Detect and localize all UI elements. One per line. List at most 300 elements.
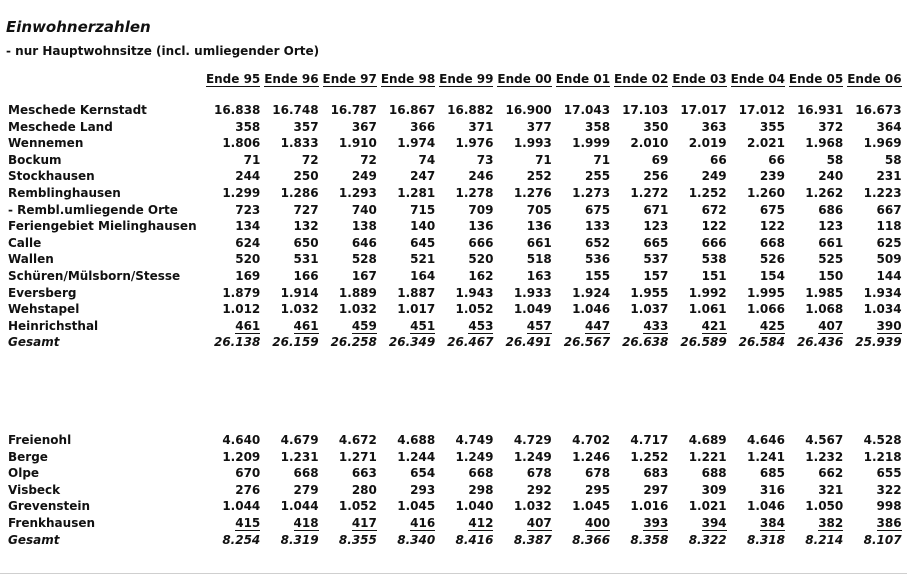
table-row [6,168,902,185]
table-cell: 2.021 [747,136,785,151]
table-cell: 4.702 [572,433,611,447]
table-cell: 1.889 [338,285,377,300]
page-subtitle: - nur Hauptwohnsitze (incl. umliegender Orte) [6,44,320,58]
table-cell: 421 [701,318,727,333]
table-cell: 1.068 [805,302,844,317]
table-cell: 666 [701,235,727,250]
total-cell: 26.491 [505,335,552,350]
table-cell: 1.934 [863,285,902,300]
table-cell: 167 [351,268,377,283]
table-cell: 1.293 [338,185,377,200]
table-row [6,465,902,482]
total-cell: 8.322 [688,532,727,547]
table-cell: 1.985 [805,285,844,300]
total-cell: 8.355 [338,532,377,547]
table-cell: 1.933 [513,285,552,300]
table-cell: 255 [585,169,611,184]
header-blank-cell [6,70,202,88]
table-cell: 309 [701,482,727,497]
table-cell: 150 [818,268,844,283]
table-cell: 1.806 [222,136,261,151]
table-cell: 231 [876,169,902,184]
table-cell: 16.867 [388,103,436,117]
table-cell: 407 [818,318,844,333]
table-cell: 521 [410,252,436,267]
total-cell: 26.258 [330,335,377,350]
table-cell: 1.032 [338,302,377,317]
table-cell: 1.046 [747,499,785,514]
table-cell: 461 [235,318,261,333]
table-row [6,135,902,152]
row-label: Eversberg [8,285,77,300]
table-cell: 685 [759,466,785,481]
header-gap-cell [6,88,902,102]
table-cell: 1.232 [805,449,844,464]
table-cell: 16.931 [796,103,844,117]
table-cell: 459 [351,318,377,333]
table-cell: 74 [418,152,436,167]
table-cell: 675 [759,202,785,217]
table-cell: 1.273 [572,185,611,200]
table-cell: 276 [235,482,261,497]
table-cell: 705 [526,202,552,217]
table-cell: 670 [235,466,261,481]
table-cell: 123 [643,219,669,234]
total-cell: 26.589 [680,335,727,350]
row-label: Grevenstein [8,499,91,514]
column-header: Ende 04 [730,71,785,86]
row-label: Remblinghausen [8,185,121,200]
table-cell: 157 [643,268,669,283]
table-cell: 715 [410,202,436,217]
table-cell: 1.209 [222,449,261,464]
row-label: Meschede Land [8,119,113,134]
table-cell: 1.044 [222,499,261,514]
table-cell: 162 [468,268,494,283]
table-cell: 1.037 [630,302,669,317]
table-cell: 350 [643,119,669,134]
row-label: Wallen [8,252,54,267]
table-cell: 1.021 [688,499,727,514]
table-cell: 1.012 [222,302,261,317]
column-header: Ende 96 [264,71,319,86]
table-cell: 1.221 [688,449,727,464]
population-table-meschede [6,70,902,351]
table-cell: 1.993 [513,136,552,151]
table-cell: 686 [818,202,844,217]
table-cell: 1.252 [630,449,669,464]
table-cell: 509 [876,252,902,267]
table-row [6,482,902,499]
table-cell: 16.900 [505,103,552,117]
column-header: Ende 01 [555,71,611,86]
table-row [6,515,902,532]
table-cell: 166 [293,268,319,283]
table-cell: 1.050 [805,499,844,514]
table-cell: 461 [293,318,319,333]
table-cell: 668 [759,235,785,250]
table-cell: 246 [468,169,494,184]
table-row [6,102,902,119]
scan-edge-line [0,573,907,574]
table-cell: 16.882 [447,103,494,117]
header-row [6,70,902,88]
table-row [6,235,902,252]
table-cell: 58 [826,152,844,167]
table-cell: 453 [468,318,494,333]
row-label: Stockhausen [8,169,95,184]
table-cell: 122 [701,219,727,234]
table-cell: 1.271 [338,449,377,464]
table-cell: 666 [468,235,494,250]
table-cell: 366 [410,119,436,134]
column-header: Ende 99 [439,71,494,86]
total-cell: 26.138 [213,335,261,350]
table-cell: 1.281 [397,185,436,200]
table-cell: 17.043 [563,103,611,117]
column-header: Ende 00 [497,71,552,86]
row-label: Wennemen [8,136,84,151]
table-cell: 652 [585,235,611,250]
table-cell: 1.260 [747,185,785,200]
table-cell: 249 [701,169,727,184]
table-cell: 1.244 [397,449,436,464]
table-cell: 1.049 [513,302,552,317]
table-cell: 73 [476,152,494,167]
table-cell: 69 [651,152,669,167]
table-row [6,449,902,466]
table-cell: 1.955 [630,285,669,300]
table-cell: 415 [235,515,261,530]
row-label: Olpe [8,466,40,481]
table-cell: 239 [759,169,785,184]
table-cell: 316 [759,482,785,497]
table-cell: 2.019 [688,136,727,151]
table-cell: 1.045 [397,499,436,514]
table-cell: 1.231 [280,449,319,464]
table-cell: 298 [468,482,494,497]
table-cell: 1.045 [572,499,611,514]
table-cell: 4.672 [338,433,377,447]
table-cell: 4.679 [280,433,319,447]
table-cell: 1.974 [397,136,436,151]
table-cell: 256 [643,169,669,184]
table-cell: 249 [351,169,377,184]
table-cell: 66 [709,152,727,167]
table-cell: 520 [468,252,494,267]
table-cell: 1.995 [747,285,785,300]
table-cell: 1.976 [455,136,494,151]
table-cell: 678 [526,466,552,481]
table-cell: 16.838 [213,103,261,117]
table-cell: 1.034 [863,302,902,317]
total-cell: 8.416 [455,532,494,547]
table-cell: 667 [876,202,902,217]
table-cell: 662 [818,466,844,481]
table-row [6,185,902,202]
total-label: Gesamt [8,532,60,547]
column-header: Ende 98 [380,71,436,86]
total-cell: 25.939 [855,335,902,350]
table-cell: 123 [818,219,844,234]
table-cell: 4.640 [222,433,261,447]
table-cell: 1.299 [222,185,261,200]
table-cell: 1.924 [572,285,611,300]
table-cell: 646 [351,235,377,250]
table-row [6,119,902,136]
table-cell: 321 [818,482,844,497]
table-cell: 394 [701,515,727,530]
table-cell: 457 [526,318,552,333]
table-cell: 4.717 [630,433,669,447]
table-cell: 16.787 [330,103,377,117]
table-cell: 1.969 [863,136,902,151]
table-cell: 1.262 [805,185,844,200]
table-cell: 358 [585,119,611,134]
table-cell: 4.528 [863,433,902,447]
column-header: Ende 03 [672,71,727,86]
table-cell: 118 [876,219,902,234]
row-label: Bockum [8,152,62,167]
table-row [6,268,902,285]
table-cell: 371 [468,119,494,134]
total-cell: 26.567 [563,335,611,350]
table-cell: 154 [759,268,785,283]
table-cell: 412 [468,515,494,530]
total-cell: 26.349 [388,335,436,350]
table-cell: 1.943 [455,285,494,300]
table-cell: 386 [876,515,902,530]
table-cell: 1.914 [280,285,319,300]
total-cell: 8.318 [747,532,785,547]
table-cell: 1.032 [280,302,319,317]
table-cell: 71 [593,152,611,167]
table-cell: 2.010 [630,136,669,151]
table-row [6,285,902,302]
table-row [6,152,902,169]
column-header: Ende 95 [205,71,261,86]
table-cell: 520 [235,252,261,267]
row-label: Freienohl [8,433,72,447]
total-cell: 26.436 [796,335,844,350]
table-cell: 4.688 [397,433,436,447]
table-cell: 1.286 [280,185,319,200]
column-header: Ende 02 [614,71,669,86]
total-row [6,334,902,351]
table-cell: 295 [585,482,611,497]
table-cell: 624 [235,235,261,250]
row-label: Meschede Kernstadt [8,103,147,117]
table-cell: 250 [293,169,319,184]
total-cell: 26.159 [272,335,319,350]
table-cell: 71 [243,152,261,167]
table-cell: 1.249 [455,449,494,464]
table-cell: 525 [818,252,844,267]
table-cell: 528 [351,252,377,267]
table-cell: 665 [643,235,669,250]
table-cell: 688 [701,466,727,481]
table-cell: 1.044 [280,499,319,514]
table-cell: 151 [701,268,727,283]
table-cell: 58 [884,152,902,167]
table-cell: 355 [759,119,785,134]
table-cell: 138 [351,219,377,234]
table-cell: 163 [526,268,552,283]
table-cell: 1.052 [455,302,494,317]
table-cell: 122 [759,219,785,234]
table-row [6,218,902,235]
table-cell: 16.673 [855,103,902,117]
table-row [6,301,902,318]
table-cell: 663 [351,466,377,481]
total-label: Gesamt [8,335,60,350]
table-cell: 531 [293,252,319,267]
table-cell: 661 [526,235,552,250]
table-cell: 671 [643,202,669,217]
table-cell: 393 [643,515,669,530]
table-cell: 418 [293,515,319,530]
row-label: Feriengebiet Mielinghausen [8,219,197,234]
table-cell: 132 [293,219,319,234]
table-cell: 1.052 [338,499,377,514]
table-cell: 72 [360,152,377,167]
table-cell: 1.999 [572,136,611,151]
table-cell: 4.567 [805,433,844,447]
table-cell: 169 [235,268,261,283]
table-cell: 17.017 [680,103,727,117]
table-cell: 1.992 [688,285,727,300]
table-cell: 518 [526,252,552,267]
table-cell: 1.241 [747,449,785,464]
table-row [6,251,902,268]
table-cell: 133 [585,219,611,234]
table-cell: 433 [643,318,669,333]
table-cell: 136 [468,219,494,234]
table-cell: 293 [410,482,436,497]
table-cell: 740 [351,202,377,217]
table-cell: 4.646 [747,433,785,447]
table-cell: 1.046 [572,302,611,317]
table-cell: 280 [351,482,377,497]
table-cell: 244 [235,169,261,184]
table-cell: 1.032 [513,499,552,514]
table-cell: 1.278 [455,185,494,200]
table-cell: 140 [410,219,436,234]
table-cell: 384 [759,515,785,530]
column-header: Ende 97 [322,71,377,86]
table-cell: 1.218 [863,449,902,464]
table-cell: 4.749 [455,433,494,447]
table-cell: 1.017 [397,302,436,317]
table-cell: 390 [876,318,902,333]
table-cell: 727 [293,202,319,217]
total-cell: 26.584 [738,335,785,350]
table-cell: 377 [526,119,552,134]
row-label: Heinrichsthal [8,318,99,333]
table-cell: 4.729 [513,433,552,447]
table-cell: 661 [818,235,844,250]
table-cell: 72 [301,152,319,167]
total-cell: 8.107 [863,532,902,547]
table-cell: 416 [410,515,436,530]
total-cell: 8.358 [630,532,669,547]
table-cell: 134 [235,219,261,234]
column-header: Ende 06 [847,71,902,86]
table-cell: 407 [526,515,552,530]
table-cell: 417 [351,515,377,530]
row-label: Frenkhausen [8,515,96,530]
table-cell: 678 [585,466,611,481]
table-cell: 447 [585,318,611,333]
table-cell: 357 [293,119,319,134]
table-cell: 998 [876,499,902,514]
table-cell: 279 [293,482,319,497]
table-cell: 451 [410,318,436,333]
table-cell: 1.272 [630,185,669,200]
table-row [6,498,902,515]
table-cell: 645 [410,235,436,250]
table-cell: 17.012 [738,103,785,117]
table-cell: 1.879 [222,285,261,300]
table-cell: 252 [526,169,552,184]
table-cell: 1.252 [688,185,727,200]
table-cell: 1.968 [805,136,844,151]
table-cell: 136 [526,219,552,234]
table-cell: 71 [535,152,552,167]
table-cell: 164 [410,268,436,283]
table-cell: 537 [643,252,669,267]
table-cell: 538 [701,252,727,267]
table-cell: 425 [759,318,785,333]
table-cell: 292 [526,482,552,497]
table-cell: 1.223 [863,185,902,200]
population-table-freienohl [6,432,902,548]
table-row [6,318,902,335]
table-cell: 1.910 [338,136,377,151]
table-cell: 1.066 [747,302,785,317]
table-cell: 683 [643,466,669,481]
table-cell: 654 [410,466,436,481]
table-cell: 1.246 [572,449,611,464]
table-cell: 675 [585,202,611,217]
table-cell: 144 [876,268,902,283]
table-cell: 1.833 [280,136,319,151]
table-cell: 1.249 [513,449,552,464]
row-label: Visbeck [8,482,61,497]
total-row [6,532,902,549]
table-cell: 16.748 [272,103,319,117]
total-cell: 8.319 [280,532,319,547]
table-cell: 322 [876,482,902,497]
total-cell: 8.214 [805,532,844,547]
table-cell: 364 [876,119,902,134]
table-cell: 1.276 [513,185,552,200]
total-cell: 26.638 [622,335,669,350]
table-cell: 709 [468,202,494,217]
table-cell: 1.040 [455,499,494,514]
table-cell: 1.061 [688,302,727,317]
table-row [6,432,902,449]
row-label: Schüren/Mülsborn/Stesse [8,268,181,283]
table-cell: 66 [768,152,785,167]
table-cell: 625 [876,235,902,250]
column-header: Ende 05 [788,71,844,86]
total-cell: 8.340 [397,532,436,547]
row-label: Wehstapel [8,302,80,317]
table-cell: 155 [585,268,611,283]
table-cell: 668 [468,466,494,481]
row-label: Calle [8,235,42,250]
